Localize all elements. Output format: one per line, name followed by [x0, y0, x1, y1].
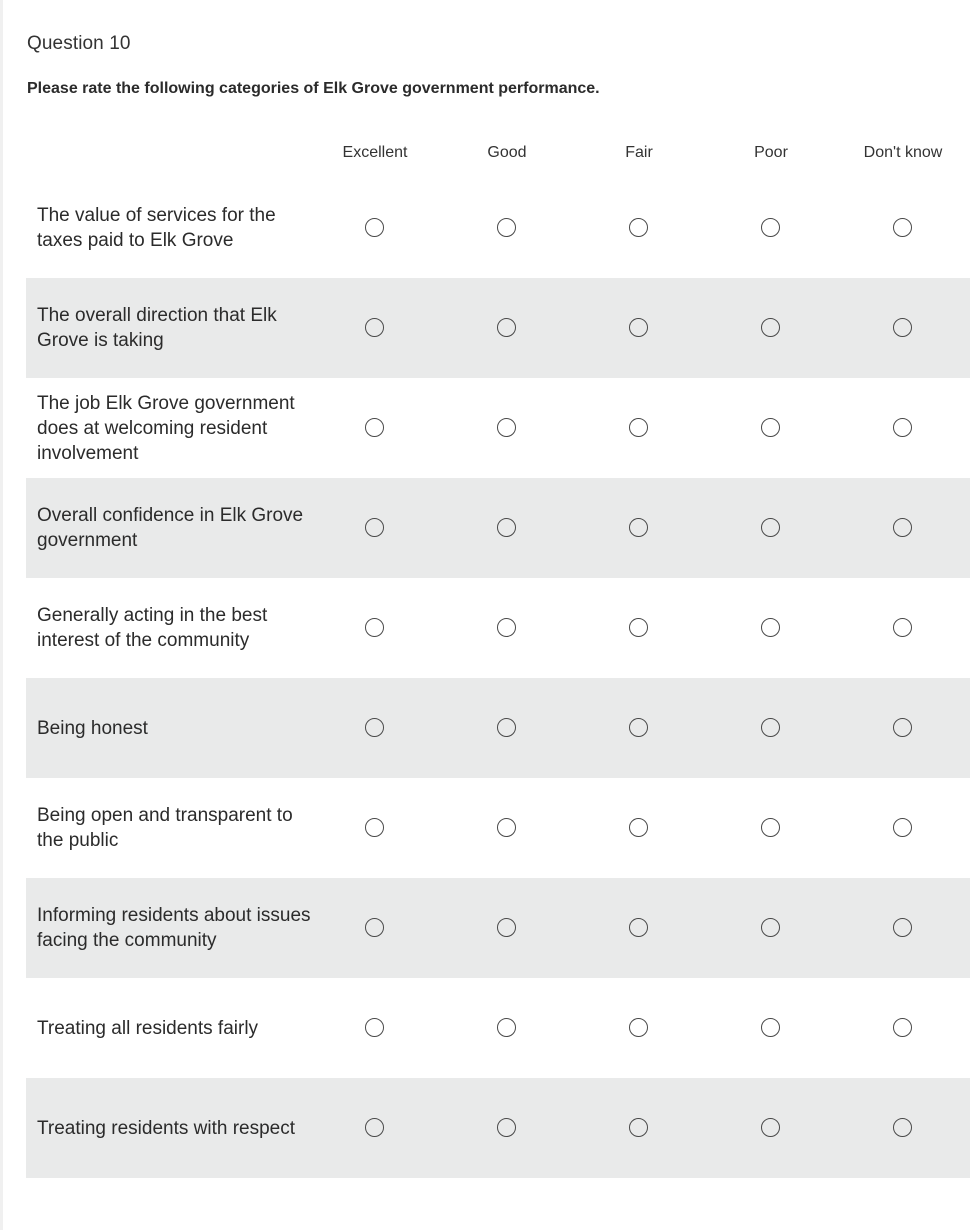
radio-fair[interactable] [629, 1118, 648, 1137]
matrix-row-label: Being open and transparent to the public [37, 805, 293, 851]
radio-poor[interactable] [761, 918, 780, 937]
matrix-row [26, 778, 970, 878]
radio-poor[interactable] [761, 318, 780, 337]
matrix-row [26, 978, 970, 1078]
radio-good[interactable] [497, 1118, 516, 1137]
radio-poor[interactable] [761, 1018, 780, 1037]
radio-excellent[interactable] [365, 518, 384, 537]
radio-dont-know[interactable] [893, 1018, 912, 1037]
radio-dont-know[interactable] [893, 918, 912, 937]
radio-good[interactable] [497, 518, 516, 537]
radio-excellent[interactable] [365, 918, 384, 937]
radio-good[interactable] [497, 318, 516, 337]
radio-good[interactable] [497, 918, 516, 937]
radio-fair[interactable] [629, 318, 648, 337]
radio-poor[interactable] [761, 718, 780, 737]
radio-excellent[interactable] [365, 718, 384, 737]
radio-good[interactable] [497, 418, 516, 437]
page-left-edge [0, 0, 3, 1230]
radio-fair[interactable] [629, 418, 648, 437]
matrix-row [26, 878, 970, 978]
radio-good[interactable] [497, 618, 516, 637]
column-header-fair: Fair [625, 144, 653, 161]
radio-excellent[interactable] [365, 618, 384, 637]
matrix-row [26, 278, 970, 378]
radio-poor[interactable] [761, 1118, 780, 1137]
rating-matrix [26, 130, 970, 1178]
matrix-row [26, 178, 970, 278]
question-number-label: Question 10 [27, 33, 131, 54]
radio-fair[interactable] [629, 918, 648, 937]
radio-dont-know[interactable] [893, 818, 912, 837]
matrix-row-label: Informing residents about issues facing the community [37, 905, 311, 951]
matrix-row-label: Treating all residents fairly [37, 1017, 259, 1039]
radio-excellent[interactable] [365, 1018, 384, 1037]
radio-fair[interactable] [629, 1018, 648, 1037]
matrix-row [26, 378, 970, 478]
question-prompt: Please rate the following categories of Elk Grove government performance. [27, 80, 600, 97]
radio-dont-know[interactable] [893, 518, 912, 537]
radio-excellent[interactable] [365, 318, 384, 337]
radio-excellent[interactable] [365, 418, 384, 437]
matrix-row [26, 578, 970, 678]
column-header-poor: Poor [754, 144, 788, 161]
radio-fair[interactable] [629, 818, 648, 837]
radio-fair[interactable] [629, 718, 648, 737]
matrix-row-label: The value of services for the taxes paid to Elk Grove [37, 205, 276, 251]
column-header-dont-know: Don't know [863, 144, 943, 161]
matrix-rows [26, 178, 970, 1178]
radio-good[interactable] [497, 818, 516, 837]
radio-dont-know[interactable] [893, 318, 912, 337]
matrix-row-label: The overall direction that Elk Grove is taking [37, 305, 277, 351]
matrix-row-label: The job Elk Grove government does at welcoming resident involvement [37, 392, 295, 464]
column-header-excellent: Excellent [342, 144, 408, 161]
matrix-row-label: Generally acting in the best interest of the community [37, 605, 268, 651]
column-header-good: Good [487, 144, 527, 161]
radio-excellent[interactable] [365, 1118, 384, 1137]
radio-fair[interactable] [629, 218, 648, 237]
matrix-row [26, 478, 970, 578]
radio-poor[interactable] [761, 818, 780, 837]
radio-dont-know[interactable] [893, 718, 912, 737]
radio-good[interactable] [497, 1018, 516, 1037]
radio-dont-know[interactable] [893, 618, 912, 637]
radio-poor[interactable] [761, 518, 780, 537]
radio-good[interactable] [497, 718, 516, 737]
radio-dont-know[interactable] [893, 218, 912, 237]
matrix-row-label: Treating residents with respect [37, 1117, 296, 1139]
radio-poor[interactable] [761, 618, 780, 637]
radio-good[interactable] [497, 218, 516, 237]
matrix-row [26, 1078, 970, 1178]
matrix-row-label: Being honest [37, 717, 148, 739]
radio-fair[interactable] [629, 618, 648, 637]
matrix-row-label: Overall confidence in Elk Grove government [37, 505, 304, 551]
radio-dont-know[interactable] [893, 1118, 912, 1137]
matrix-header-row [26, 130, 970, 178]
radio-dont-know[interactable] [893, 418, 912, 437]
radio-poor[interactable] [761, 218, 780, 237]
radio-excellent[interactable] [365, 818, 384, 837]
radio-excellent[interactable] [365, 218, 384, 237]
radio-poor[interactable] [761, 418, 780, 437]
matrix-row [26, 678, 970, 778]
radio-fair[interactable] [629, 518, 648, 537]
